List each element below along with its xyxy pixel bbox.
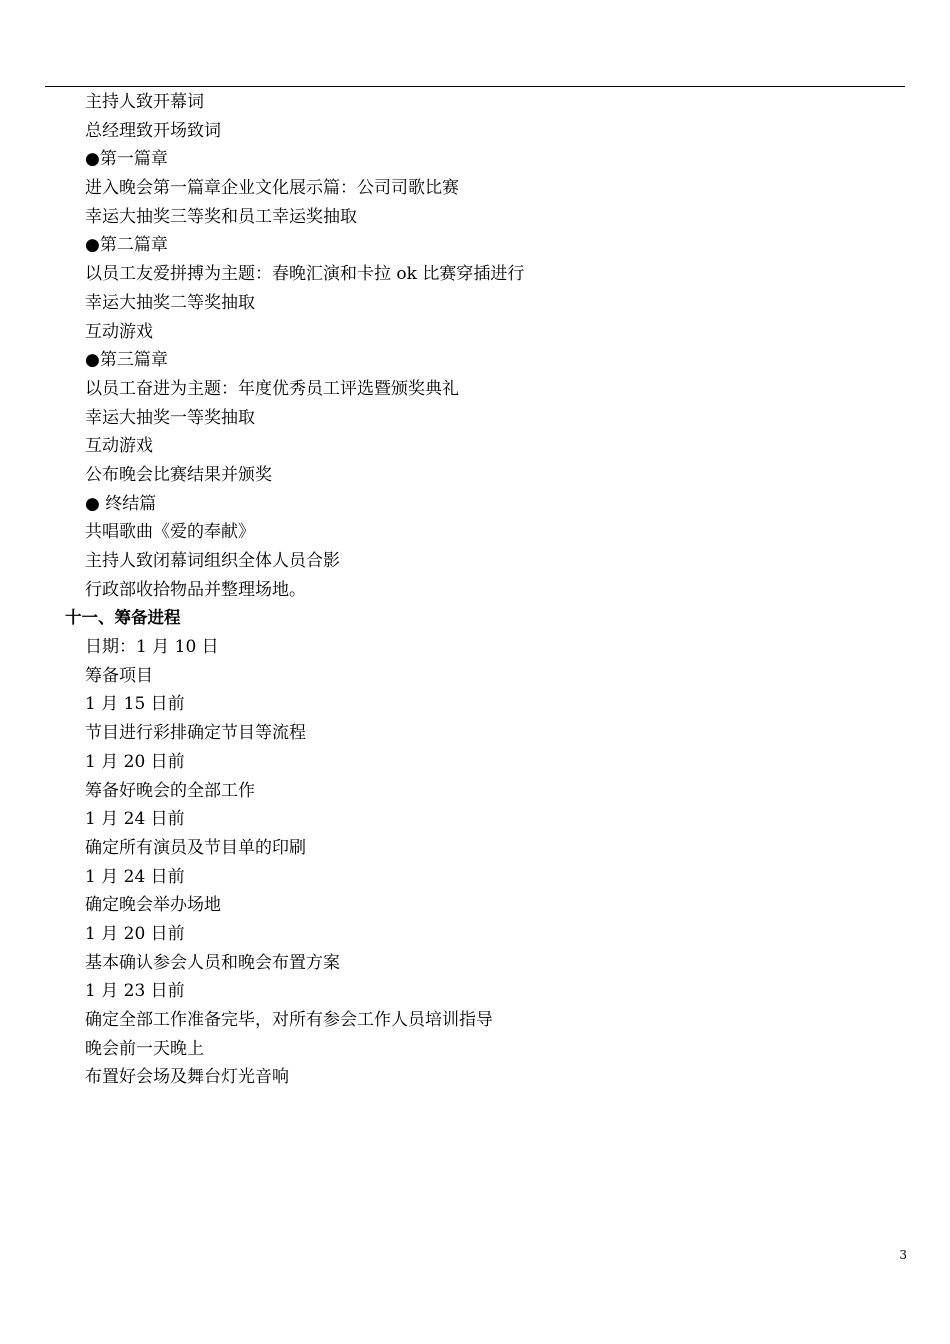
- list-item: 确定所有演员及节目单的印刷: [85, 837, 306, 858]
- list-item: 行政部收拾物品并整理场地。: [85, 579, 306, 600]
- list-item: 总经理致开场致词: [85, 120, 221, 141]
- list-item: 基本确认参会人员和晚会布置方案: [85, 952, 340, 973]
- list-item: 主持人致闭幕词组织全体人员合影: [85, 551, 340, 571]
- list-item: 幸运大抽奖三等奖和员工幸运奖抽取: [85, 206, 357, 227]
- list-item: 布置好会场及舞台灯光音响: [85, 1067, 289, 1088]
- list-item: 公布晚会比赛结果并颁奖: [85, 464, 272, 485]
- header-rule: [45, 86, 905, 87]
- list-item: 主持人致开幕词: [85, 92, 204, 112]
- list-item: 幸运大抽奖二等奖抽取: [85, 292, 255, 313]
- list-item: 确定晚会举办场地: [85, 895, 221, 916]
- list-item: 共唱歌曲《爱的奉献》: [85, 522, 255, 543]
- list-item: 1 月 24 日前: [85, 809, 185, 830]
- list-item: 进入晚会第一篇章企业文化展示篇：公司司歌比赛: [85, 178, 459, 199]
- section-heading: 十一、筹备进程: [65, 608, 181, 628]
- list-item: 以员工友爱拼搏为主题：春晚汇演和卡拉 ok 比赛穿插进行: [85, 264, 525, 285]
- list-item: 筹备好晚会的全部工作: [85, 780, 255, 801]
- list-item: 1 月 15 日前: [85, 694, 185, 715]
- list-item: 以员工奋进为主题：年度优秀员工评选暨颁奖典礼: [85, 378, 459, 399]
- list-item: 幸运大抽奖一等奖抽取: [85, 407, 255, 428]
- page-number: 3: [899, 1248, 907, 1262]
- list-item: ●第二篇章: [85, 235, 168, 256]
- list-item: 1 月 23 日前: [85, 981, 185, 1002]
- list-item: 节目进行彩排确定节目等流程: [85, 723, 306, 744]
- list-item: 互动游戏: [85, 436, 153, 457]
- list-item: 晚会前一天晚上: [85, 1038, 204, 1059]
- document-body: [0, 88, 950, 1092]
- list-item: 1 月 20 日前: [85, 751, 185, 772]
- list-item: 日期：1 月 10 日: [85, 637, 219, 658]
- list-item: 确定全部工作准备完毕，对所有参会工作人员培训指导: [85, 1010, 493, 1030]
- list-item: 互动游戏: [85, 321, 153, 342]
- list-item: 1 月 24 日前: [85, 866, 185, 887]
- list-item: ● 终结篇: [85, 493, 157, 514]
- list-item: ●第一篇章: [85, 149, 168, 170]
- list-item: 1 月 20 日前: [85, 923, 185, 944]
- list-item: ●第三篇章: [85, 350, 168, 371]
- list-item: 筹备项目: [85, 665, 153, 686]
